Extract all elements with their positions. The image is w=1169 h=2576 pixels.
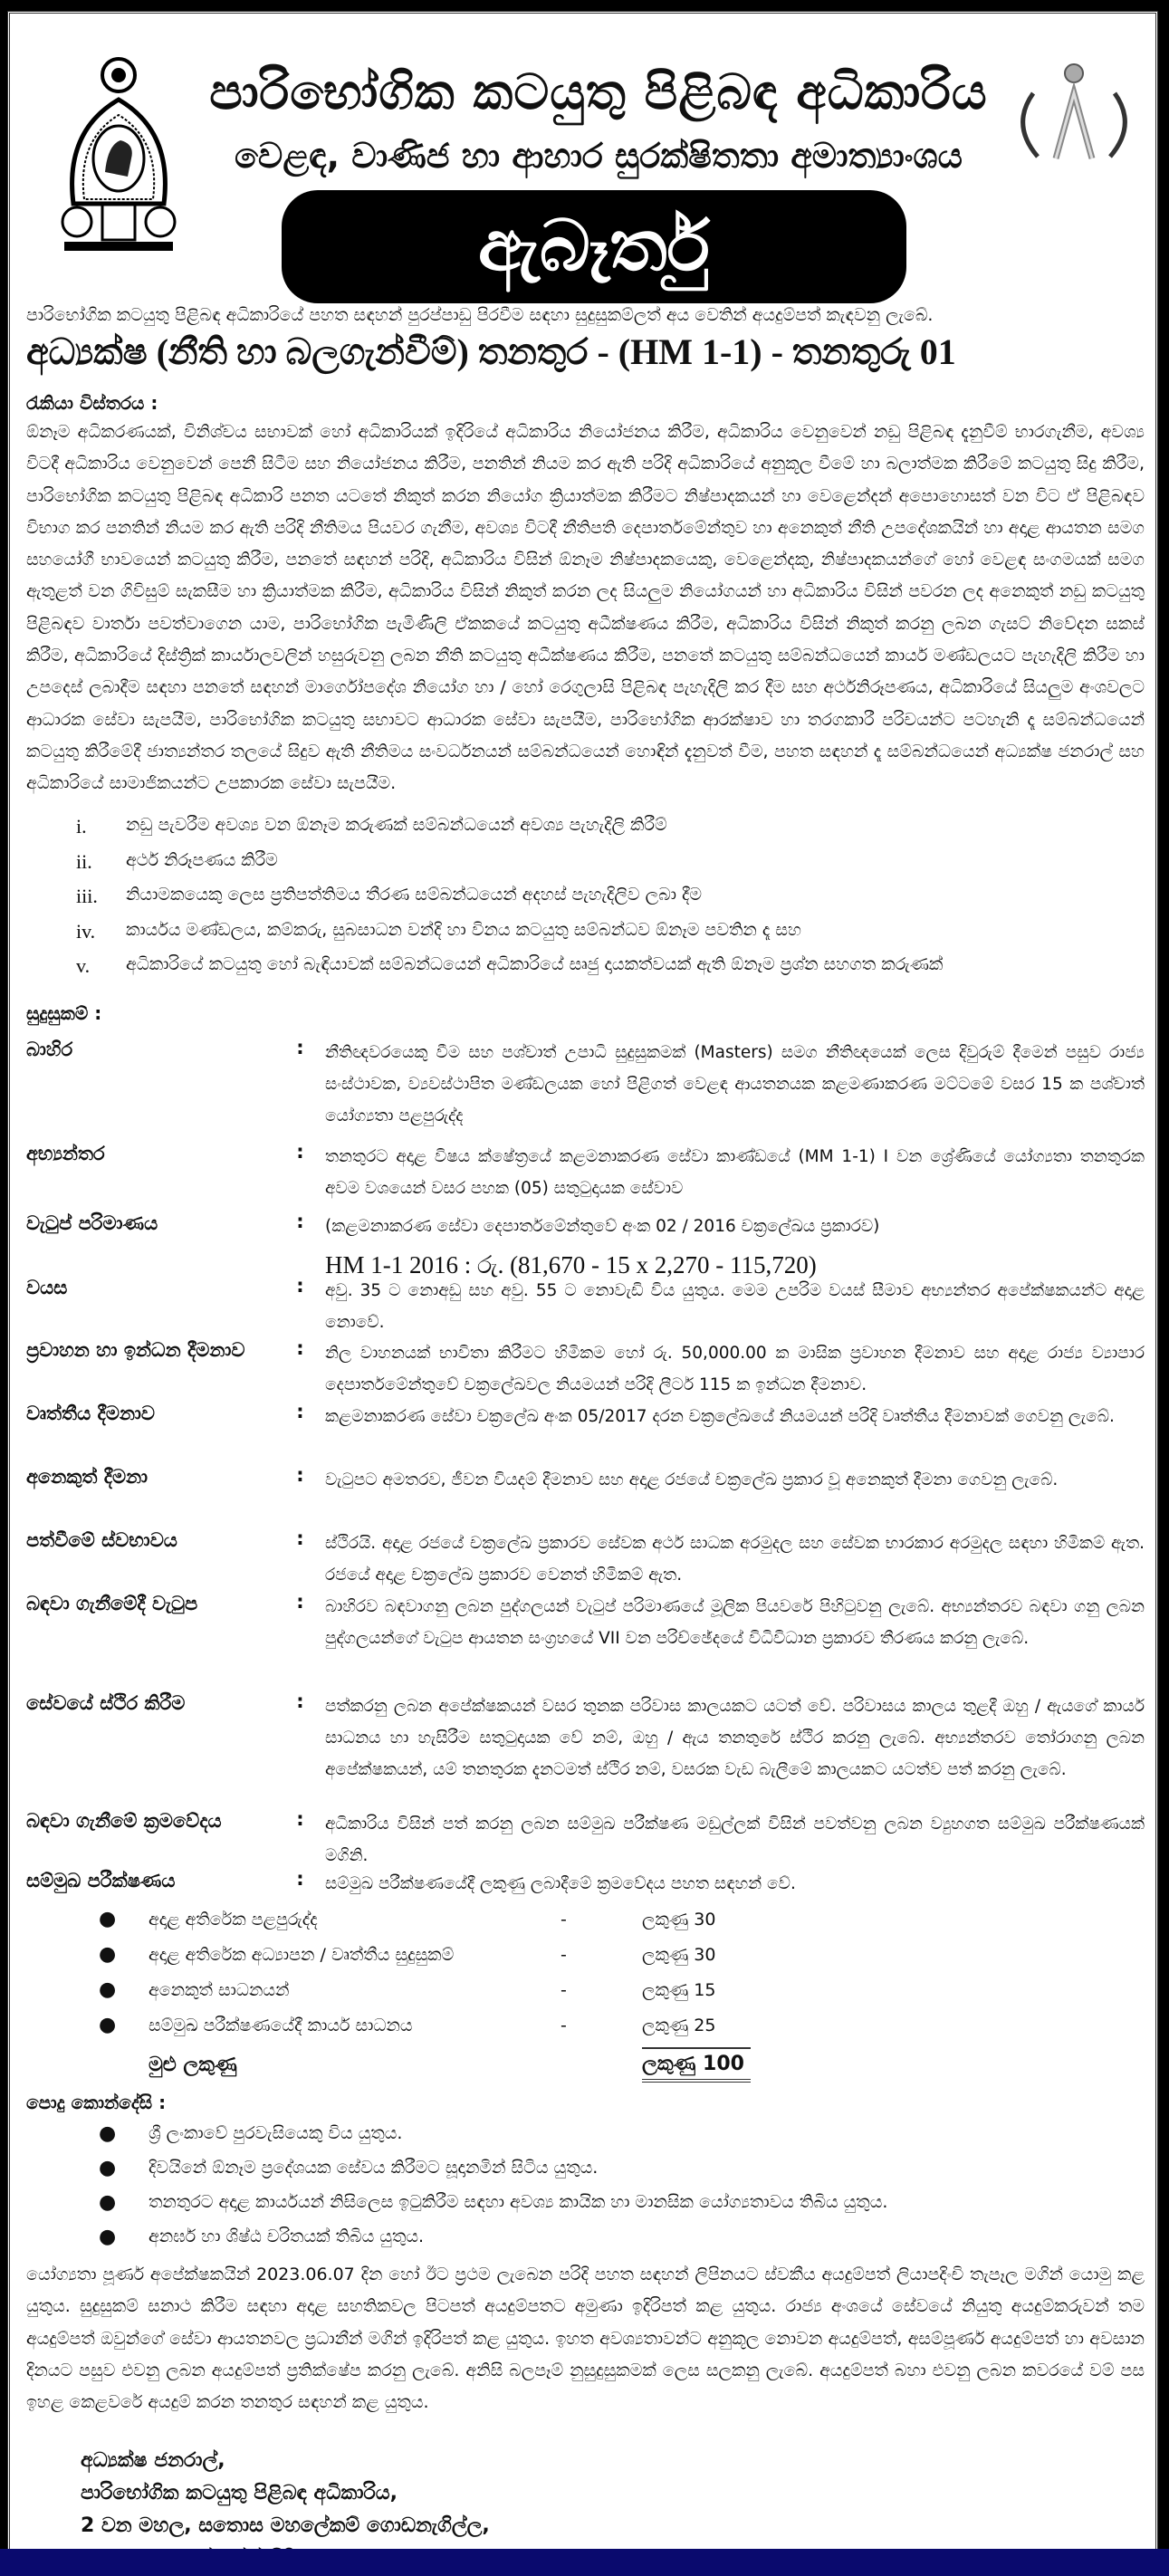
marks-row: ● අනෙකුත් සාධනයන් - ලකුණු 15 [99, 1978, 716, 2001]
list-item: ii. අර්ථ නිරූපණය කිරීම [76, 849, 278, 873]
list-item: ● ශ්‍රී ලංකාවේ පුරවැසියෙකු විය යුතුය. [99, 2121, 403, 2145]
duties-list [76, 815, 943, 990]
bullet-icon: ● [99, 1943, 117, 1966]
bullet-icon: ● [99, 2225, 117, 2248]
advertisement-page [7, 11, 1158, 2553]
org-title: පාරිභෝගික කටයුතු පිළිබඳ අධිකාරිය [209, 63, 988, 120]
qual-row-external: බාහිර : නීතිඥවරයෙකු වීම සහ පශ්චාත් උපාධි සුදුසුකමක් (Masters) සමග නීතිඥයෙක් ලෙස දිවුරුම් දීමෙන් පසුව රාජ්‍ය සංස්ථාවක, ව්‍යවස්ථාපිත මණ්ඩලයක හෝ පිළිගත් වෙළඳ ආයතනයක කළමණාකරණ මට්ටමේ වසර 15 ක පශ්චාත් යෝග්‍යතා පළපුරුද්ද [26, 1037, 1145, 1125]
post-title: අධ්‍යක්ෂ (නීති හා බලගැන්වීම්) තනතුර - (HM 1-1) - තනතුරු 01 [26, 331, 956, 372]
bullet-icon: ● [99, 2190, 117, 2214]
header [10, 14, 1155, 321]
intro-text: පාරිභෝගික කටයුතු පිළිබඳ අධිකාරියේ පහත සඳහන් පුරප්පාඩු පිරවීම සඳහා සුදුසුකම්ලත් අය වෙතින් අයදුම්පත් කැඳවනු ලැබේ. [26, 305, 934, 325]
caa-logo-icon [1006, 57, 1142, 166]
qual-row-professional-allowance: වෘත්තීය දීමනාව : කළමනාකරණ සේවා චක්‍රලේඛ අංක 05/2017 දරන චක්‍රලේඛයේ නියමයන් පරිදි වෘත්තීය දීමනාවක් ගෙවනු ලැබේ. [26, 1401, 1115, 1426]
list-item: iv. කාර්යය මණ්ඩලය, කම්කරු, සුබසාධන වන්දි හා විනය කටයුතු සම්බන්ධව ඕනෑම පවතින දෑ සහ [76, 919, 801, 943]
qual-row-appointment-nature: පත්වීමේ ස්වභාවය : ස්ථිරයි. අදාළ රජයේ චක්‍රලේඛ ප්‍රකාරව සේවක අර්ථ සාධක අරමුදල සහ සේවක භාරකාර අරමුදල සඳහා හිමිකම් ඇත. රජයේ අදාළ චක්‍රලේඛ ප්‍රකාරව වෙනත් හිමිකම් ඇත. [26, 1527, 1145, 1585]
bullet-icon: ● [99, 2156, 117, 2179]
bullet-icon: ● [99, 1978, 117, 2001]
qual-row-age: වයස : අවු. 35 ට නොඅඩු සහ අවු. 55 ට නොවැඩි විය යුතුය. මෙම උපරිම වයස් සීමාව අභ්‍යන්තර අපේක්ෂකයන්ට අදාළ නොවේ. [26, 1275, 1145, 1332]
list-item: ● තනතුරට අදාළ කාර්යයන් නිසිලෙස ඉටුකිරීම සඳහා අවශ්‍ය කායික හා මානසික යෝග්‍යතාවය තිබිය යුතුය. [99, 2190, 888, 2214]
list-item: ● අනර්ඝ හා ශිෂ්ඨ චරිතයක් තිබිය යුතුය. [99, 2225, 425, 2248]
list-item: ● දිවයිනේ ඕනෑම ප්‍රදේශයක සේවය කිරීමට සූදානමින් සිටිය යුතුය. [99, 2156, 599, 2179]
notice-title-banner: ඇබෑර්තු [282, 190, 906, 303]
duties-heading: රැකියා විස්තරය : [26, 392, 158, 414]
marks-row: ● අදාළ අතිරේක අධ්‍යාපන / වෘත්තීය සුදුසුකම් - ලකුණු 30 [99, 1943, 716, 1966]
qual-row-confirmation: සේවයේ ස්ථිර කිරීම : පත්කරනු ලබන අපේක්ෂකයන් වසර තුනක පරිවාස කාලයකට යටත් වේ. පරිවාසය කාලය තුළදී ඔහු / ඇයගේ කාර්ය සාධනය හා හැසිරීම සතුටුදායක වේ නම්, ඔහු / ඇය තනතුරේ ස්ථිර කරනු ලැබේ. අභ්‍යන්තරව තෝරාගනු ලබන අපේක්ෂකයන්, යම් තනතුරක දැනටමත් ස්ථිර නම්, වසරක වැඩ බැලීමේ කාලයකට යටත්ව පත් කරනු ලැබේ. [26, 1690, 1145, 1779]
list-item: iii. නියාමකයෙකු ලෙස ප්‍රතිපත්තිමය තීරණ සම්බන්ධයෙන් අදහස් පැහැදිලිව ලබා දීම [76, 885, 703, 907]
qual-row-salary: වැටුප් පරිමාණය : (කළමනාකරණ සේවා දෙපාර්තමේන්තුවේ අංක 02 / 2016 චක්‍රලේඛය ප්‍රකාරව) HM 1-1 2016 : රු. (81,670 - 15 x 2,270 - 115,720) [26, 1211, 1145, 1288]
general-conditions-list [99, 2116, 887, 2254]
marks-row: ● අදාළ අතිරේක පළපුරුද්ද - ලකුණු 30 [99, 1908, 716, 1930]
bottom-bar [0, 2549, 1169, 2576]
marks-total-row: මුළු ලකුණු ලකුණු 100 [99, 2043, 751, 2086]
qual-row-recruitment-salary: බඳවා ගැනීමේදී වැටුප : බාහිරව බඳවාගනු ලබන පුද්ගලයන් වැටුප් පරිමාණයේ මූලික පියවරේ පිහිටුවනු ලැබේ. අභ්‍යන්තරව බඳවා ගනු ලබන පුද්ගලයන්ගේ වැටුප ආයතන සංග්‍රහයේ VII වන පරිච්ඡේදයේ විධිවිධාන ප්‍රකාරව තීරණය කරනු ලැබේ. [26, 1591, 1145, 1648]
qual-row-recruitment-method: බඳවා ගැනීමේ ක්‍රමවේදය : අධිකාරිය විසින් පත් කරනු ලබන සම්මුඛ පරීක්ෂණ මඩුල්ලක් විසින් පවත්වනු ලබන ව්‍යුහගත සම්මුඛ පරීක්ෂණයක් මගිනි. [26, 1808, 1145, 1865]
salary-scale: HM 1-1 2016 : රු. (81,670 - 15 x 2,270 - 115,720) [325, 1251, 817, 1278]
marks-table [99, 1901, 751, 2086]
list-item: v. අධිකාරියේ කටයුතු හෝ බැඳියාවක් සම්බන්ධයෙන් අධිකාරියේ සෘජු දායකත්වයක් ඇති ඕනෑම ප්‍රශ්න සහගත කරුණක් [76, 954, 944, 977]
qual-row-other-allowances: අනෙකුත් දීමනා : වැටුපට අමතරව, ජීවන වියදම් දීමනාව සහ අදාළ රජයේ චක්‍රලේඛ ප්‍රකාර වූ අනෙකුත් දීමනා ගෙවනු ලැබේ. [26, 1464, 1059, 1489]
qual-row-interview: සම්මුඛ පරීක්ෂණය : සම්මුඛ පරීක්ෂණයේදී ලකුණු ලබාදීමේ ක්‍රමවේදය පහත සඳහන් වේ. [26, 1868, 796, 1893]
qual-row-internal: අභ්‍යන්තර : තනතුරට අදාළ විෂය ක්ෂේත්‍රයේ කළමනාකරණ සේවා කාණ්ඩයේ (MM 1-1) I වන ශ්‍රේණියේ යෝග්‍යතා තනතුරක අවම වශයෙන් වසර පහක (05) සතුටුදායක සේවාව [26, 1141, 1145, 1198]
list-item: i. නඩු පැවරීම අවශ්‍ය වන ඕනෑම කරුණක් සම්බන්ධයෙන් අවශ්‍ය පැහැදිලි කිරීම් [76, 815, 667, 838]
ministry-title: වෙළඳ, වාණිජ හා ආහාර සුරක්ෂිතතා අමාත්‍යාංශය [235, 136, 963, 176]
bullet-icon: ● [99, 2014, 117, 2036]
bullet-icon: ● [99, 1908, 117, 1930]
general-conditions-heading: පොදු කොන්දේසි : [26, 2092, 167, 2113]
bullet-icon: ● [99, 2121, 117, 2145]
qualifications-heading: සුදුසුකම් : [26, 1002, 102, 1024]
marks-row: ● සම්මුඛ පරීක්ෂණයේදී කාර්ය සාධනය - ලකුණු 25 [99, 2014, 716, 2036]
duties-paragraph: ඕනෑම අධිකරණයක්, විනිශ්චය සභාවක් හෝ අධිකාරියක් ඉදිරියේ අධිකාරිය නියෝජනය කිරීම, අධිකාරිය වෙනුවෙන් නඩු පිළිබඳ දැනුවීම් භාරගැනීම, අවශ්‍ය විටදී අධිකාරිය වෙනුවෙන් පෙනී සිටීම සහ නියෝජනය කිරීම, පනතින් නියම කර ඇති පරිදි අධිකාරියේ අනුකූල වීමේ හා බලාත්මක කිරීමේ කටයුතු සිදු කිරීම, පාරිභෝගික කටයුතු පිළිබඳ අධිකාරි පනත යටතේ නිකුත් කරන නියෝග ක්‍රියාත්මක කිරීමට නිෂ්පාදකයන් හා වෙළෙන්දන් අපොහොසත් වන විට ඒ පිළිබඳව විභාග කර පනතින් නියම කර ඇති පරිදි නීතිමය පියවර ගැනීම, අවශ්‍ය විටදී නීතිපති දෙපාර්තමේන්තුව හා අනෙකුත් නීති උපදේශකයින් හා අදාළ ආයතන සමග සහයෝගී භාවයෙන් කටයුතු කිරීම, පනතේ සඳහන් පරිදි, අධිකාරිය විසින් ඕනෑම නිෂ්පාදකයෙකු, වෙළෙන්දකු, නිෂ්පාදකයන්ගේ හෝ වෙළඳ සංගමයක් සමග ඇතුළත් වන ගිවිසුම් සැකසීම හා ක්‍රියාත්මක කිරීම, අධිකාරිය විසින් නිකුත් කරන ලද සියලුම නියෝගයන් හා අධිකාරිය විසින් පවරන ලද අනෙකුත් නඩු කටයුතු පිළිබඳව වාර්තා පවත්වාගෙන යාම, පාරිභෝගික පැමිණිලි ඒකකයේ කටයුතු අධීක්ෂණය කිරීම, අධිකාරිය විසින් නිකුත් කරනු ලබන ගැසට් නිවේදන සකස් කිරීම, අධිකාරියේ දිස්ත්‍රික් කාර්යාලවලින් හසුරුවනු ලබන නීති කටයුතු අධීක්ෂණය කිරීම, පනතේ කටයුතු සම්බන්ධයෙන් කාර්ය මණ්ඩලයට පැහැදිලි කිරීම හා උපදෙස් ලබාදීම සඳහා පනතේ සඳහන් මාර්ගෝපදේශ නියෝග හා / හෝ රෙගුලාසි පිළිබඳ පැහැදිලි කර දීම සහ අර්ථනිරූපණය, අධිකාරියේ සියලුම අංශවලට ආධාරක සේවා සැපයීම, පාරිභෝගික කටයුතු සභාවට ආධාරක සේවා සැපයීම, පාරිභෝගික ආරක්ෂාව හා තරගකාරී පරිචයන්ට පටහැනි දෑ සම්බන්ධයෙන් කටයුතු කිරීමේදී ජාත්‍යන්තර තලයේ සිදුව ඇති නීතිමය සංවර්ධනයන් සම්බන්ධයෙන් හොඳින් දැනුවත් වීම, පහත සඳහන් දෑ සම්බන්ධයෙන් අධ්‍යක්ෂ ජනරාල් සහ අධිකාරියේ සාමාජිකයන්ට උපකාරක සේවා සැපයීම. [26, 422, 1145, 794]
qual-row-transport: ප්‍රවාහන හා ඉන්ධන දීමනාව : නිල වාහනයක් භාවිතා කිරීමට හිමිකම හෝ රු. 50,000.00 ක මාසික ප්‍රවාහන දීමනාව සහ අදාළ රාජ්‍ය ව්‍යාපාර දෙපාර්තමේන්තුවේ චක්‍රලේඛවල නියමයන් පරිදි ලීටර් 115 ක ඉන්ධන දීමනාව. [26, 1337, 1145, 1394]
sri-lanka-emblem-icon [55, 50, 182, 258]
signature-block: අධ්‍යක්ෂ ජනරාල්, පාරිභෝගික කටයුතු පිළිබඳ අධිකාරිය, 2 වන මහල, සතොස මහලේකම් ගොඩනැගිල්ල, [81, 2449, 490, 2537]
application-instructions: යෝග්‍යතා පූර්ණ අපේක්ෂකයින් 2023.06.07 දින හෝ ඊට ප්‍රථම ලැබෙන පරිදි පහත සඳහන් ලිපිනයට ස්වකීය අයදුම්පත් ලියාපදිංචි තැපෑල මගින් යොමු කළ යුතුය. සුදුසුකම් සනාථ කිරීම සඳහා අදාළ සහතිකවල පිටපත් අයදුම්පතට අමුණා ඉදිරිපත් කළ යුතුය. රාජ්‍ය අංශයේ සේවයේ නියුතු අයදුම්කරුවන් තම අයදුම්පත් ඔවුන්ගේ සේවා ආයතනවල ප්‍රධානීන් මගින් ඉදිරිපත් කළ යුතුය. ඉහත අවශ්‍යතාවන්ට අනුකූල නොවන අයදුම්පත්, අසම්පූර්ණ අයදුම්පත් හා අවසාන දිනයට පසුව එවනු ලබන අයදුම්පත් ප්‍රතික්ෂේප කරනු ලැබේ. අනිසි බලපෑම් නුසුදුසුකමක් ලෙස සලකනු ලැබේ. අයදුම්පත් බහා එවනු ලබන කවරයේ වම් පස ඉහළ කෙළවරේ අයදුම් කරන තනතුර සඳහන් කළ යුතුය. [26, 2265, 1145, 2413]
